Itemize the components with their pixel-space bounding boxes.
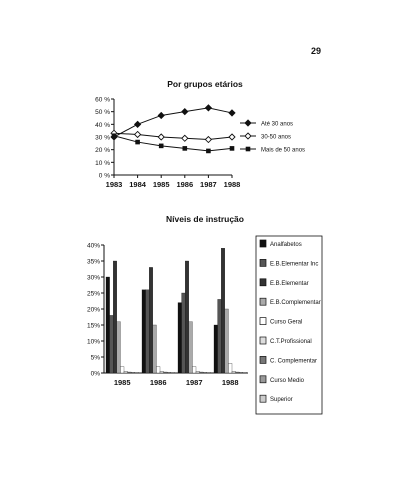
bar xyxy=(120,367,124,373)
bar xyxy=(214,325,218,373)
x-tick-label: 1987 xyxy=(185,378,203,387)
bar xyxy=(196,371,200,373)
legend-label: Analfabetos xyxy=(270,242,302,248)
legend-label: 30-50 anos xyxy=(261,134,292,141)
y-tick-label: 40% xyxy=(86,242,100,250)
legend-swatch xyxy=(260,259,266,266)
y-tick-label: 10% xyxy=(86,338,100,346)
x-tick-label: 1987 xyxy=(200,180,217,189)
legend-swatch xyxy=(260,240,266,247)
bar xyxy=(164,372,168,373)
bar xyxy=(232,371,236,373)
bar xyxy=(221,248,225,373)
x-tick-label: 1986 xyxy=(149,378,167,387)
y-tick-label: 20% xyxy=(86,306,100,314)
bar xyxy=(203,372,207,373)
bar xyxy=(128,372,132,373)
bar xyxy=(200,372,204,373)
page-number: 29 xyxy=(311,46,322,56)
x-tick-label: 1988 xyxy=(221,378,239,387)
bar xyxy=(243,372,247,373)
legend-label: Até 30 anos xyxy=(261,121,294,128)
bar xyxy=(207,372,211,373)
legend-label: C. Complementar xyxy=(270,358,318,365)
legend-label: C.T.Profissional xyxy=(270,339,312,345)
x-tick-label: 1984 xyxy=(129,180,146,189)
bar xyxy=(239,372,243,373)
y-tick-label: 40 % xyxy=(95,121,110,129)
bar xyxy=(192,367,196,373)
chart-title-age-groups: Por grupos etários xyxy=(167,79,243,89)
legend-label: Mais de 50 anos xyxy=(261,147,306,154)
y-tick-label: 5% xyxy=(90,354,100,362)
y-tick-label: 35% xyxy=(86,258,100,266)
bar xyxy=(178,303,182,373)
bar xyxy=(236,372,240,373)
legend-swatch xyxy=(260,376,266,383)
bar xyxy=(185,261,189,373)
legend-label: Superior xyxy=(270,397,293,404)
y-tick-label: 0% xyxy=(90,370,100,378)
y-tick-label: 0 % xyxy=(98,172,110,180)
y-tick-label: 10 % xyxy=(95,159,110,167)
chart-title-education-levels: Níveis de instrução xyxy=(166,214,244,224)
bar xyxy=(131,372,135,373)
bar xyxy=(149,267,153,373)
bar xyxy=(135,372,139,373)
bar xyxy=(171,372,175,373)
bar xyxy=(106,277,110,373)
y-tick-label: 50 % xyxy=(95,109,110,117)
legend-swatch xyxy=(260,298,266,305)
bar xyxy=(117,322,121,373)
x-tick-label: 1985 xyxy=(152,180,170,189)
x-tick-label: 1985 xyxy=(113,378,131,387)
legend-swatch xyxy=(260,337,266,344)
y-tick-label: 15% xyxy=(86,322,100,330)
y-tick-label: 30% xyxy=(86,274,100,282)
bar xyxy=(124,371,128,373)
x-tick-label: 1983 xyxy=(105,180,123,189)
bar xyxy=(146,290,150,373)
bar xyxy=(228,363,232,373)
y-tick-label: 30 % xyxy=(95,134,110,142)
bar xyxy=(153,325,157,373)
y-tick-label: 20 % xyxy=(95,147,110,155)
x-tick-label: 1988 xyxy=(223,180,241,189)
legend-swatch xyxy=(260,395,266,402)
legend-label: E.B.Elementar xyxy=(270,280,309,287)
bar xyxy=(189,322,193,373)
legend-label: Curso Geral xyxy=(270,319,303,326)
legend-swatch xyxy=(260,318,266,325)
bar xyxy=(182,293,186,373)
bar xyxy=(225,309,229,373)
bar xyxy=(142,290,146,373)
x-tick-label: 1986 xyxy=(176,180,194,189)
legend-label: E.B.Complementar xyxy=(270,300,321,307)
legend-swatch xyxy=(260,356,266,363)
legend-label: Curso Medio xyxy=(270,377,305,384)
bar xyxy=(160,371,164,373)
y-tick-label: 25% xyxy=(86,290,100,298)
legend-label: E.B.Elementar Inc xyxy=(270,261,319,268)
y-tick-label: 60 % xyxy=(95,96,110,104)
bar xyxy=(110,315,114,373)
bar xyxy=(113,261,117,373)
bar xyxy=(167,372,171,373)
bar xyxy=(218,299,222,373)
legend-swatch xyxy=(260,279,266,286)
bar xyxy=(156,367,160,373)
